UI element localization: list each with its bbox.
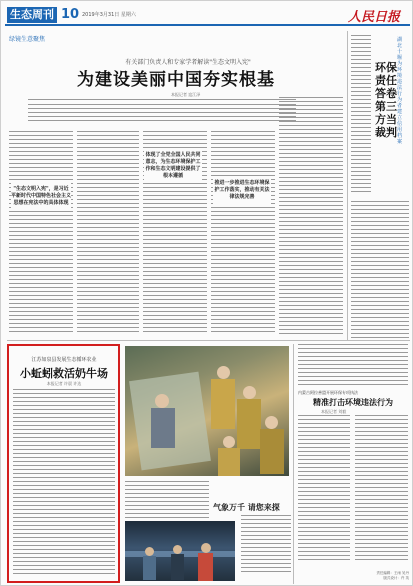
column-divider <box>347 31 348 341</box>
newspaper-logo: 人民日报 <box>347 10 400 25</box>
photo-side-text <box>125 481 209 519</box>
lead-headline: 为建设美丽中国夯实根基 <box>77 70 275 90</box>
children-photo <box>125 346 289 476</box>
lead-intro-block <box>28 99 296 125</box>
section-divider <box>7 340 410 341</box>
pull-quote-left: "生态文明入宪"，是习近平新时代中国特色社会主义思想在宪法中的具体体现 <box>11 183 71 210</box>
second-story-title: 精准打击环境违法行为 <box>313 398 393 407</box>
photo-caption-title: 气象万千 请您来探 <box>213 503 280 512</box>
featured-title: 小蚯蚓救活奶牛场 <box>20 367 108 380</box>
story-divider <box>293 344 294 584</box>
featured-byline: 本报记者 许晨 许达 <box>46 381 82 386</box>
second-story-lead-text <box>298 344 408 386</box>
pull-quote-middle: 体现了全党全国人民共同意志，为生态环境保护工作和生态文明建设提供了根本遵循 <box>144 149 202 183</box>
section-tag: 生态周刊 <box>7 7 57 23</box>
exhibition-photo <box>125 521 235 581</box>
lead-column-5 <box>279 97 343 337</box>
second-story-kicker: 内蒙古阿拉善盟开展环保专项执法 <box>298 390 358 395</box>
lead-column-1 <box>9 131 73 336</box>
right-column-text-bottom <box>351 201 409 341</box>
lead-subhead: 有关部门负责人和专家学者解读"生态文明入宪" <box>125 59 251 66</box>
second-story-byline: 本报记者 刘毅 <box>321 409 347 414</box>
intro-text-lines <box>28 104 296 124</box>
second-story-column-1 <box>298 415 350 565</box>
second-story-column-2 <box>355 415 408 565</box>
right-column-text-top <box>351 35 371 195</box>
page-number: 10 <box>61 7 80 22</box>
page-footer: 责任编辑：王雨 吴丹 版式设计：许 英 <box>376 571 409 580</box>
lead-column-2 <box>77 131 139 336</box>
right-story-title: 环保责任答卷 第三方当裁判 <box>375 61 397 139</box>
caption-text <box>241 515 291 577</box>
right-story-kicker: 湖北十堰为环境违法行为者建立信用档案 <box>397 37 403 145</box>
lead-column-4 <box>211 131 275 336</box>
lead-kicker: 绿镜生意聚焦 <box>9 36 46 43</box>
masthead <box>5 5 410 26</box>
pull-quote-right: 推进一步推进生态环境保护工作落实，推动有关法律法规完善 <box>213 177 271 204</box>
issue-date: 2019年3月31日 星期六 <box>82 12 136 18</box>
featured-body-text <box>13 389 115 577</box>
lead-byline: 本报记者 寇江泽 <box>171 92 201 97</box>
featured-kicker: 江苏如泉县发展生态循环农业 <box>31 357 97 363</box>
